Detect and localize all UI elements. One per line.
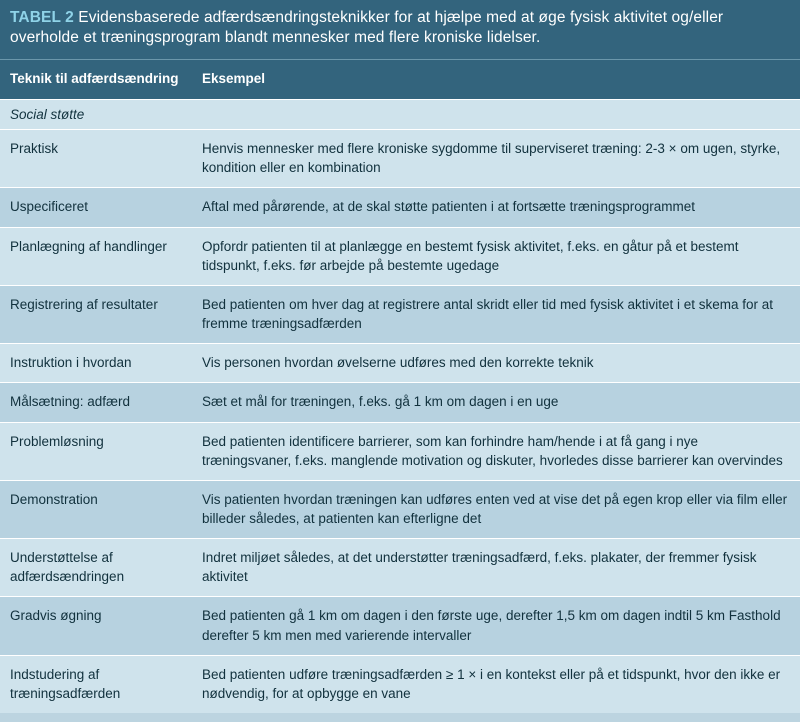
cell-example: Sæt et mål for træningen, f.eks. gå 1 km om dagen i en uge <box>202 394 559 410</box>
cell-technique: Understøttelse af adfærdsændringen <box>10 550 125 585</box>
table-row <box>0 227 800 285</box>
table-row <box>0 655 800 713</box>
cell-example: Indret miljøet således, at det understøtter træningsadfærd, f.eks. plakater, der fremmer fysisk aktivitet <box>202 550 757 585</box>
table-header-row <box>0 59 800 99</box>
cell-technique: Praktisk <box>10 141 59 157</box>
cell-example: Opfordr patienten til at planlægge en bestemt fysisk aktivitet, f.eks. en gåtur på et bestemt tidspunkt, f.eks. før arbejde på bestemte ugedage <box>202 238 739 273</box>
section-title-social-support: Social støtte <box>10 107 85 123</box>
table-row <box>0 538 800 596</box>
cell-technique: Demonstration <box>10 491 98 507</box>
cell-example: Vis patienten hvordan træningen kan udføres enten ved at vise det på egen krop eller via film eller billeder således, at patienten kan efterligne det <box>202 491 788 526</box>
table-section-row <box>0 99 800 129</box>
cell-example: Henvis mennesker med flere kroniske sygdomme til superviseret træning: 2-3 × om ugen, styrke, kondition eller en kombination <box>202 141 781 176</box>
table-caption-text: Evidensbaserede adfærdsændringsteknikker for at hjælpe med at øge fysisk aktivitet og/eller overholde et træningsprogram blandt mennesker med flere kroniske lidelser. <box>10 9 724 47</box>
cell-technique: Planlægning af handlinger <box>10 238 167 254</box>
cell-technique: Indstudering af træningsadfærden <box>10 666 121 701</box>
table-row <box>0 596 800 654</box>
column-header-technique: Teknik til adfærdsændring <box>10 70 179 86</box>
cell-example: Aftal med pårørende, at de skal støtte patienten i at fortsætte træningsprogrammet <box>202 199 695 215</box>
table-row <box>0 382 800 421</box>
table-number-label: TABEL 2 <box>10 9 74 26</box>
cell-technique: Uspecificeret <box>10 199 89 215</box>
cell-technique: Registrering af resultater <box>10 296 158 312</box>
cell-example: Bed patienten udføre træningsadfærden ≥ 1 × i en kontekst eller på et tidspunkt, hvor den ikke er nødvendig, for at opbygge en vane <box>202 666 781 701</box>
table-row <box>0 480 800 538</box>
cell-example: Bed patienten om hver dag at registrere antal skridt eller tid med fysisk aktivitet i et skema for at fremme træningsadfærden <box>202 296 774 332</box>
table-body <box>0 129 800 713</box>
column-header-example: Eksempel <box>202 70 266 86</box>
table-row <box>0 343 800 382</box>
cell-technique: Målsætning: adfærd <box>10 394 131 410</box>
table-row <box>0 422 800 480</box>
cell-example: Bed patienten gå 1 km om dagen i den første uge, derefter 1,5 km om dagen indtil 5 km Fasthold derefter 5 km men med varierende intervaller <box>202 608 781 643</box>
table-row <box>0 187 800 226</box>
cell-example: Bed patienten identificere barrierer, som kan forhindre ham/hende i at få gang i nye træningsvaner, f.eks. manglende motivation og diskuter, hvorledes disse barrierer kan overvindes <box>202 433 783 468</box>
cell-technique: Problemløsning <box>10 433 104 449</box>
cell-technique: Gradvis øgning <box>10 608 102 624</box>
table-row <box>0 129 800 187</box>
cell-technique: Instruktion i hvordan <box>10 355 132 371</box>
cell-example: Vis personen hvordan øvelserne udføres med den korrekte teknik <box>202 355 594 371</box>
table-caption <box>0 0 800 59</box>
table-row <box>0 285 800 343</box>
